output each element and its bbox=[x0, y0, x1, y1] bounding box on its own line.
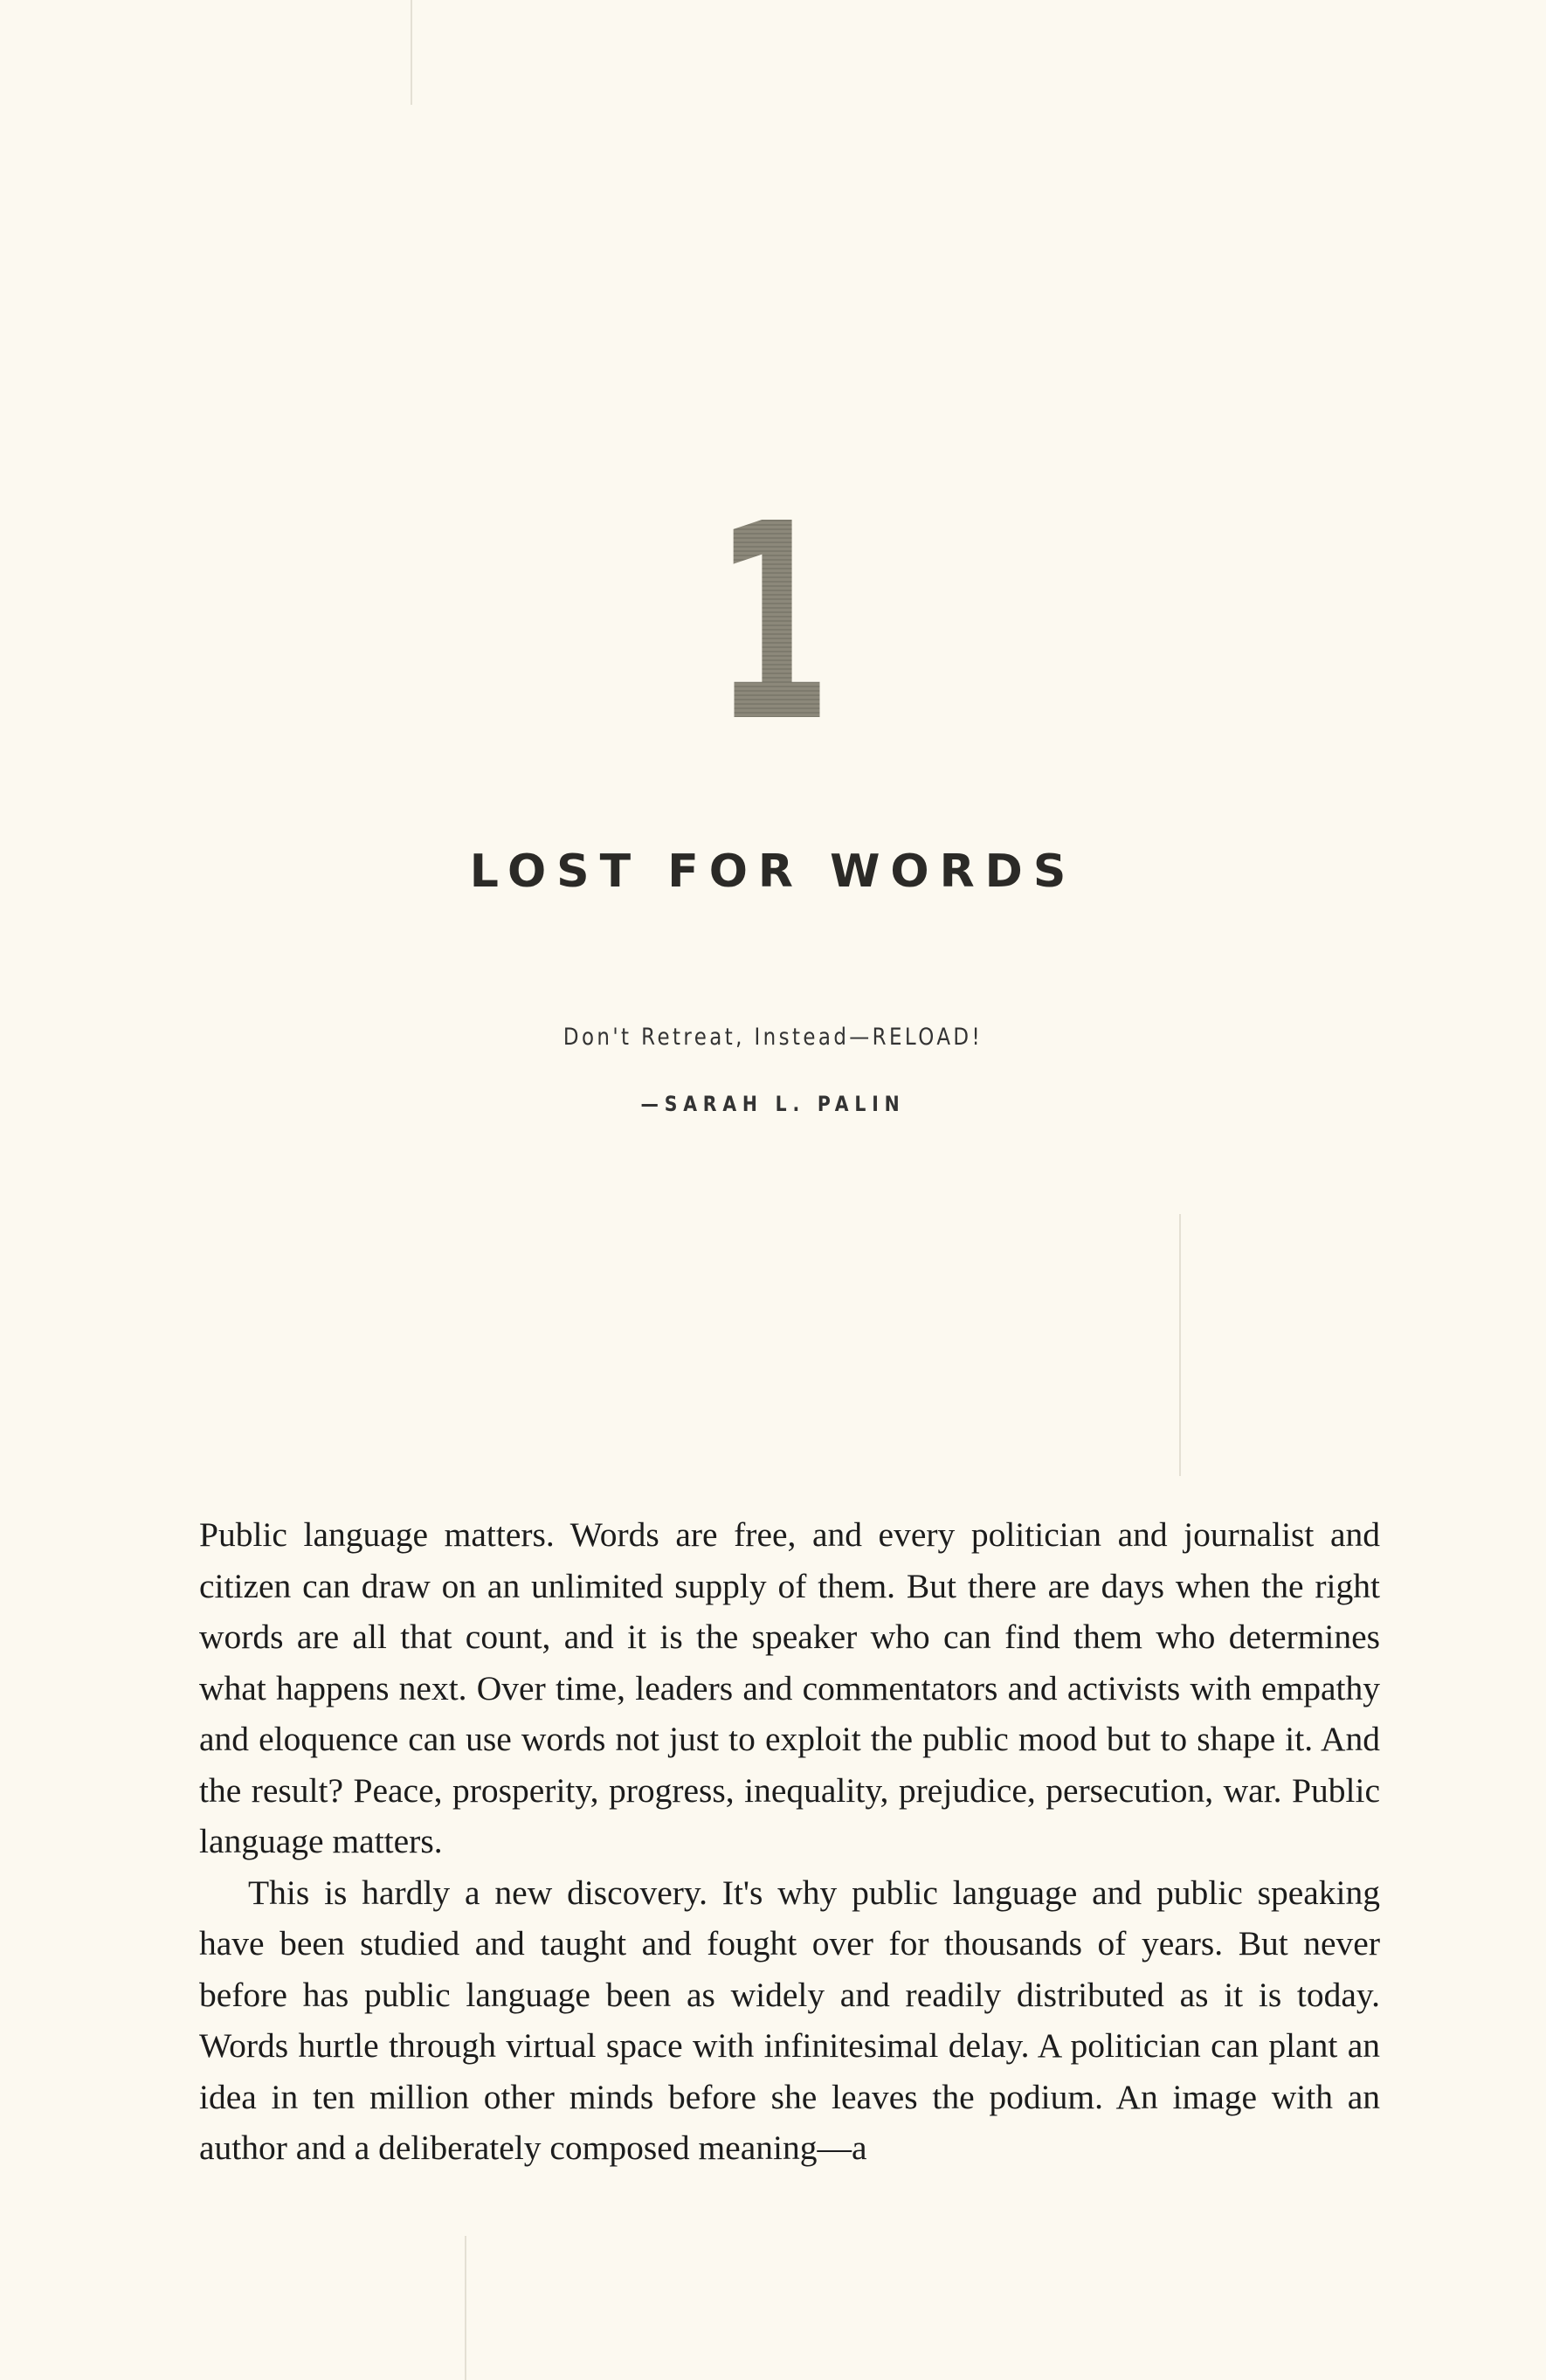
scan-artifact-line bbox=[1179, 1214, 1181, 1476]
epigraph-attribution: —SARAH L. PALIN bbox=[640, 1092, 906, 1116]
chapter-title: LOST FOR WORDS bbox=[469, 845, 1077, 898]
body-paragraph: Public language matters. Words are free, and every politician and journalist and citizen can draw on an unlimited supply of them. But there are days when the right words are all that count, and it is the speaker who can find them who determines what happens next. Over time, leaders and commentators and activists with empathy and eloquence can use words not just to exploit the public mood but to shape it. And the result? Peace, prosperity, progress, inequality, prejudice, persecution, war. Public language matters. bbox=[199, 1515, 1380, 1860]
body-paragraph: This is hardly a new discovery. It's why public language and public speaking have been studied and taught and fought over for thousands of years. But never before has public language been as widely and readily distributed as it is today. Words hurtle through virtual space with infinitesimal delay. A politician can plant an idea in ten million other minds before she leaves the podium. An image with an author and a deliberately composed meaning—a bbox=[199, 1873, 1380, 2167]
scan-artifact-line bbox=[411, 0, 412, 105]
chapter-number bbox=[0, 466, 1546, 782]
chapter-body bbox=[199, 1509, 1380, 2174]
scan-artifact-line bbox=[465, 2236, 466, 2380]
chapter-number-glyph: 1 bbox=[714, 466, 832, 782]
epigraph-quote: Don't Retreat, Instead—RELOAD! bbox=[562, 1024, 984, 1051]
